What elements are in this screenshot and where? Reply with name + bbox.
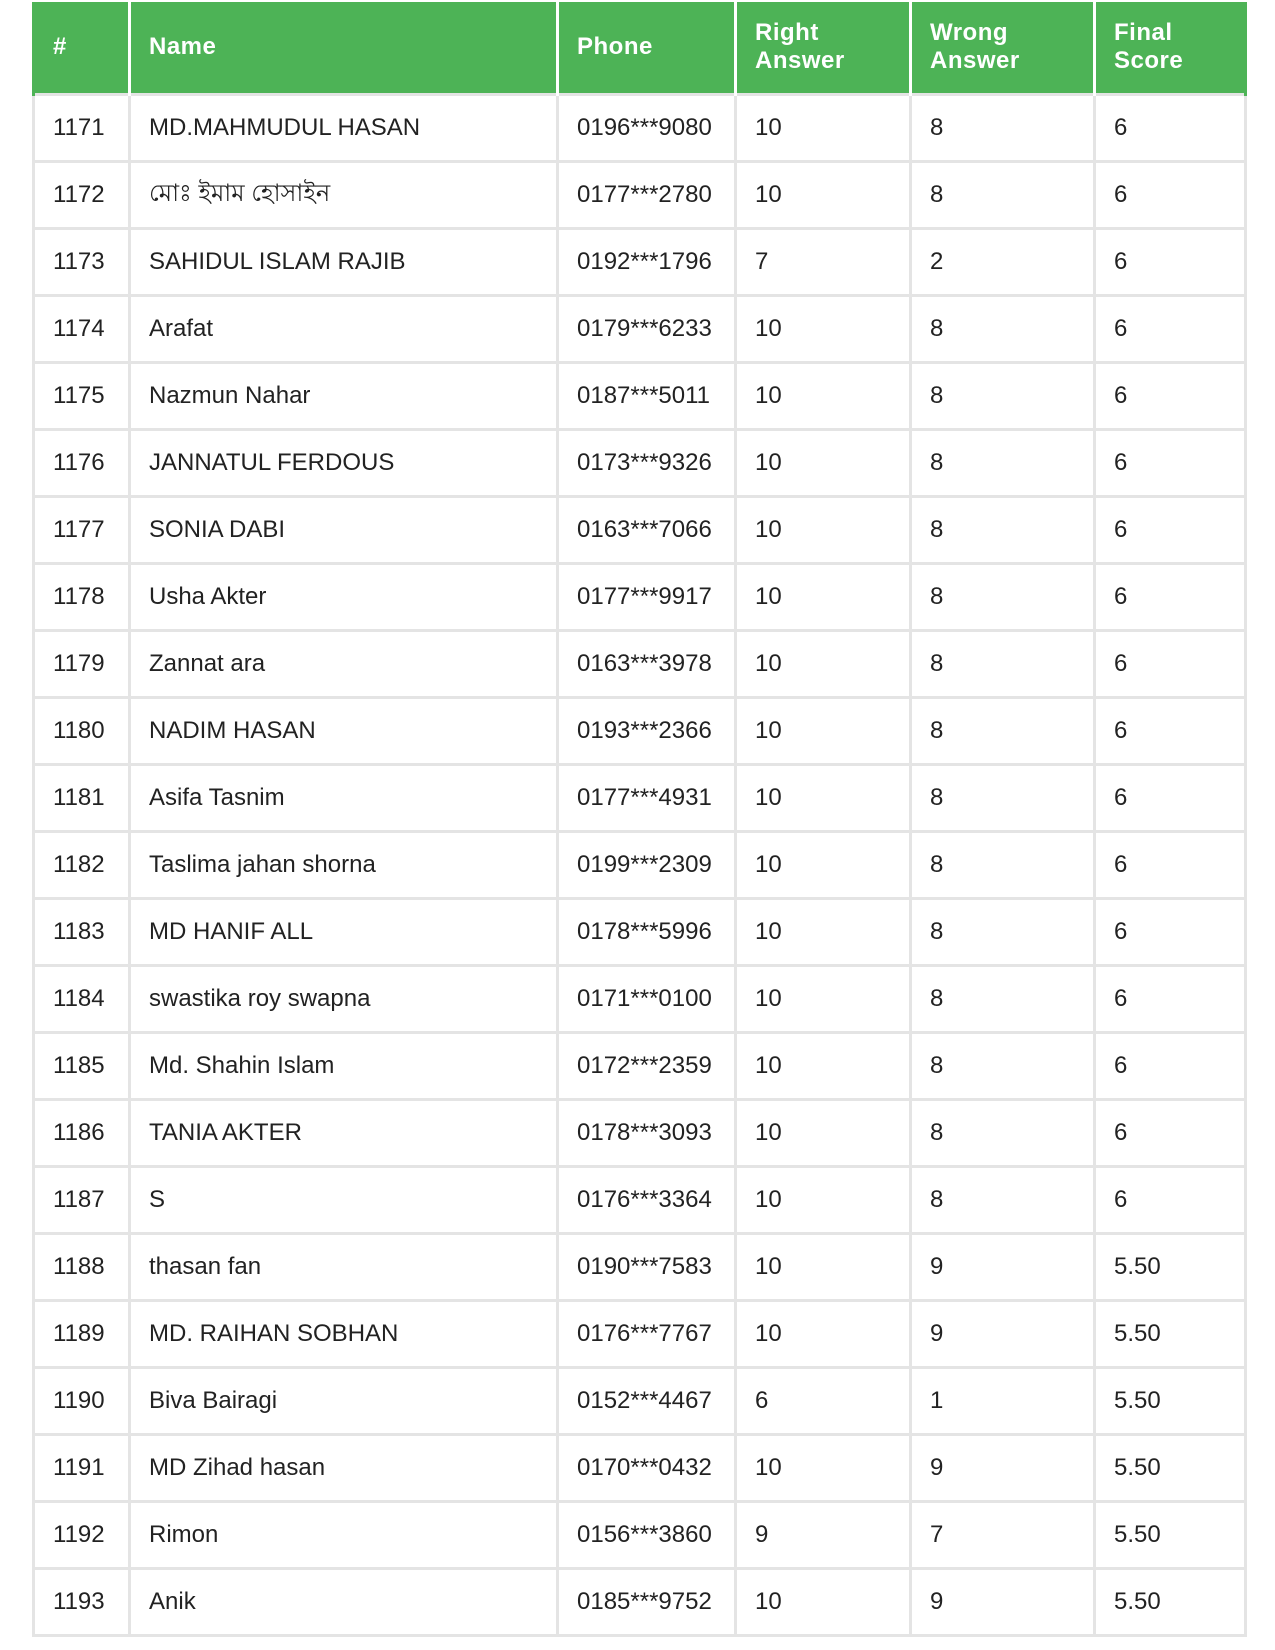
cell-phone: 0192***1796 <box>558 228 736 295</box>
cell-right-answer: 10 <box>736 295 911 362</box>
cell-number: 1193 <box>34 1568 130 1635</box>
cell-phone: 0176***7767 <box>558 1300 736 1367</box>
cell-name: Rimon <box>130 1501 558 1568</box>
table-row <box>34 630 1246 697</box>
table-row <box>34 965 1246 1032</box>
table-row <box>34 764 1246 831</box>
cell-final-score: 6 <box>1095 697 1246 764</box>
cell-number: 1190 <box>34 1367 130 1434</box>
cell-number: 1175 <box>34 362 130 429</box>
cell-wrong-answer: 8 <box>911 1032 1095 1099</box>
cell-final-score: 5.50 <box>1095 1434 1246 1501</box>
cell-right-answer: 10 <box>736 1166 911 1233</box>
cell-right-answer: 10 <box>736 764 911 831</box>
cell-final-score: 5.50 <box>1095 1501 1246 1568</box>
cell-wrong-answer: 8 <box>911 1166 1095 1233</box>
cell-final-score: 5.50 <box>1095 1233 1246 1300</box>
table-row <box>34 295 1246 362</box>
cell-phone: 0178***5996 <box>558 898 736 965</box>
results-table <box>32 2 1247 1637</box>
cell-number: 1178 <box>34 563 130 630</box>
cell-right-answer: 10 <box>736 1099 911 1166</box>
table-row <box>34 831 1246 898</box>
cell-name: Anik <box>130 1568 558 1635</box>
table-row <box>34 429 1246 496</box>
cell-phone: 0172***2359 <box>558 1032 736 1099</box>
cell-right-answer: 10 <box>736 94 911 161</box>
cell-name: MD Zihad hasan <box>130 1434 558 1501</box>
cell-right-answer: 10 <box>736 1032 911 1099</box>
cell-phone: 0193***2366 <box>558 697 736 764</box>
cell-final-score: 6 <box>1095 161 1246 228</box>
cell-right-answer: 6 <box>736 1367 911 1434</box>
cell-phone: 0156***3860 <box>558 1501 736 1568</box>
cell-final-score: 6 <box>1095 362 1246 429</box>
cell-number: 1177 <box>34 496 130 563</box>
table-row <box>34 94 1246 161</box>
cell-wrong-answer: 8 <box>911 496 1095 563</box>
cell-phone: 0190***7583 <box>558 1233 736 1300</box>
cell-final-score: 5.50 <box>1095 1300 1246 1367</box>
cell-number: 1185 <box>34 1032 130 1099</box>
cell-name: Md. Shahin Islam <box>130 1032 558 1099</box>
cell-name: Asifa Tasnim <box>130 764 558 831</box>
cell-final-score: 6 <box>1095 295 1246 362</box>
table-row <box>34 228 1246 295</box>
cell-right-answer: 9 <box>736 1501 911 1568</box>
cell-number: 1183 <box>34 898 130 965</box>
cell-name: Zannat ara <box>130 630 558 697</box>
cell-number: 1188 <box>34 1233 130 1300</box>
cell-final-score: 6 <box>1095 429 1246 496</box>
cell-wrong-answer: 9 <box>911 1233 1095 1300</box>
cell-right-answer: 10 <box>736 630 911 697</box>
cell-wrong-answer: 9 <box>911 1568 1095 1635</box>
header-right-answer: Right Answer <box>736 2 911 94</box>
cell-right-answer: 10 <box>736 1434 911 1501</box>
cell-wrong-answer: 8 <box>911 161 1095 228</box>
cell-right-answer: 10 <box>736 429 911 496</box>
cell-name: NADIM HASAN <box>130 697 558 764</box>
cell-wrong-answer: 8 <box>911 429 1095 496</box>
cell-wrong-answer: 1 <box>911 1367 1095 1434</box>
cell-final-score: 6 <box>1095 1032 1246 1099</box>
cell-name: MD. RAIHAN SOBHAN <box>130 1300 558 1367</box>
table-body <box>34 94 1246 1635</box>
cell-final-score: 6 <box>1095 898 1246 965</box>
cell-number: 1171 <box>34 94 130 161</box>
cell-number: 1181 <box>34 764 130 831</box>
header-wrong-answer: Wrong Answer <box>911 2 1095 94</box>
cell-phone: 0170***0432 <box>558 1434 736 1501</box>
cell-final-score: 6 <box>1095 1099 1246 1166</box>
cell-wrong-answer: 8 <box>911 965 1095 1032</box>
cell-right-answer: 10 <box>736 1300 911 1367</box>
cell-final-score: 6 <box>1095 764 1246 831</box>
cell-phone: 0173***9326 <box>558 429 736 496</box>
cell-wrong-answer: 2 <box>911 228 1095 295</box>
cell-number: 1176 <box>34 429 130 496</box>
table-row <box>34 1568 1246 1635</box>
cell-final-score: 6 <box>1095 496 1246 563</box>
cell-wrong-answer: 8 <box>911 898 1095 965</box>
cell-name: SAHIDUL ISLAM RAJIB <box>130 228 558 295</box>
cell-name: মোঃ ইমাম হোসাইন <box>130 161 558 228</box>
cell-phone: 0199***2309 <box>558 831 736 898</box>
cell-phone: 0163***7066 <box>558 496 736 563</box>
header-number: # <box>34 2 130 94</box>
cell-right-answer: 7 <box>736 228 911 295</box>
cell-right-answer: 10 <box>736 1568 911 1635</box>
cell-wrong-answer: 8 <box>911 563 1095 630</box>
table-row <box>34 1367 1246 1434</box>
table-row <box>34 1300 1246 1367</box>
header-final-score: Final Score <box>1095 2 1246 94</box>
cell-name: MD.MAHMUDUL HASAN <box>130 94 558 161</box>
cell-right-answer: 10 <box>736 161 911 228</box>
cell-number: 1173 <box>34 228 130 295</box>
table-row <box>34 898 1246 965</box>
cell-phone: 0171***0100 <box>558 965 736 1032</box>
cell-wrong-answer: 8 <box>911 630 1095 697</box>
table-row <box>34 1166 1246 1233</box>
cell-phone: 0177***2780 <box>558 161 736 228</box>
table-header <box>34 2 1246 94</box>
cell-wrong-answer: 8 <box>911 362 1095 429</box>
cell-number: 1186 <box>34 1099 130 1166</box>
table-row <box>34 496 1246 563</box>
cell-wrong-answer: 9 <box>911 1300 1095 1367</box>
cell-right-answer: 10 <box>736 563 911 630</box>
cell-name: MD HANIF ALL <box>130 898 558 965</box>
cell-number: 1172 <box>34 161 130 228</box>
cell-name: swastika roy swapna <box>130 965 558 1032</box>
table-row <box>34 1233 1246 1300</box>
cell-phone: 0185***9752 <box>558 1568 736 1635</box>
cell-right-answer: 10 <box>736 1233 911 1300</box>
cell-number: 1184 <box>34 965 130 1032</box>
cell-number: 1189 <box>34 1300 130 1367</box>
table-row <box>34 1099 1246 1166</box>
table-row <box>34 1032 1246 1099</box>
cell-phone: 0163***3978 <box>558 630 736 697</box>
cell-wrong-answer: 8 <box>911 764 1095 831</box>
cell-number: 1174 <box>34 295 130 362</box>
cell-phone: 0179***6233 <box>558 295 736 362</box>
table-row <box>34 1501 1246 1568</box>
cell-phone: 0176***3364 <box>558 1166 736 1233</box>
table-row <box>34 161 1246 228</box>
cell-right-answer: 10 <box>736 831 911 898</box>
cell-number: 1180 <box>34 697 130 764</box>
cell-final-score: 6 <box>1095 630 1246 697</box>
cell-final-score: 6 <box>1095 1166 1246 1233</box>
cell-name: Biva Bairagi <box>130 1367 558 1434</box>
table-row <box>34 362 1246 429</box>
cell-number: 1179 <box>34 630 130 697</box>
cell-name: S <box>130 1166 558 1233</box>
cell-wrong-answer: 8 <box>911 697 1095 764</box>
cell-name: thasan fan <box>130 1233 558 1300</box>
header-phone: Phone <box>558 2 736 94</box>
cell-right-answer: 10 <box>736 697 911 764</box>
cell-wrong-answer: 8 <box>911 1099 1095 1166</box>
header-name: Name <box>130 2 558 94</box>
cell-wrong-answer: 8 <box>911 295 1095 362</box>
cell-final-score: 5.50 <box>1095 1568 1246 1635</box>
cell-name: Nazmun Nahar <box>130 362 558 429</box>
cell-name: JANNATUL FERDOUS <box>130 429 558 496</box>
cell-wrong-answer: 7 <box>911 1501 1095 1568</box>
cell-name: Usha Akter <box>130 563 558 630</box>
cell-right-answer: 10 <box>736 362 911 429</box>
cell-name: Arafat <box>130 295 558 362</box>
cell-phone: 0177***4931 <box>558 764 736 831</box>
cell-final-score: 6 <box>1095 965 1246 1032</box>
cell-final-score: 6 <box>1095 94 1246 161</box>
cell-final-score: 6 <box>1095 831 1246 898</box>
cell-name: Taslima jahan shorna <box>130 831 558 898</box>
cell-final-score: 6 <box>1095 228 1246 295</box>
cell-name: SONIA DABI <box>130 496 558 563</box>
cell-number: 1192 <box>34 1501 130 1568</box>
cell-phone: 0152***4467 <box>558 1367 736 1434</box>
cell-number: 1191 <box>34 1434 130 1501</box>
cell-wrong-answer: 9 <box>911 1434 1095 1501</box>
cell-phone: 0187***5011 <box>558 362 736 429</box>
cell-final-score: 6 <box>1095 563 1246 630</box>
table-row <box>34 697 1246 764</box>
cell-number: 1187 <box>34 1166 130 1233</box>
cell-phone: 0196***9080 <box>558 94 736 161</box>
cell-right-answer: 10 <box>736 965 911 1032</box>
cell-right-answer: 10 <box>736 496 911 563</box>
cell-phone: 0178***3093 <box>558 1099 736 1166</box>
cell-number: 1182 <box>34 831 130 898</box>
cell-wrong-answer: 8 <box>911 94 1095 161</box>
cell-name: TANIA AKTER <box>130 1099 558 1166</box>
table-row <box>34 1434 1246 1501</box>
cell-final-score: 5.50 <box>1095 1367 1246 1434</box>
cell-right-answer: 10 <box>736 898 911 965</box>
header-row <box>34 2 1246 94</box>
cell-phone: 0177***9917 <box>558 563 736 630</box>
table-row <box>34 563 1246 630</box>
cell-wrong-answer: 8 <box>911 831 1095 898</box>
